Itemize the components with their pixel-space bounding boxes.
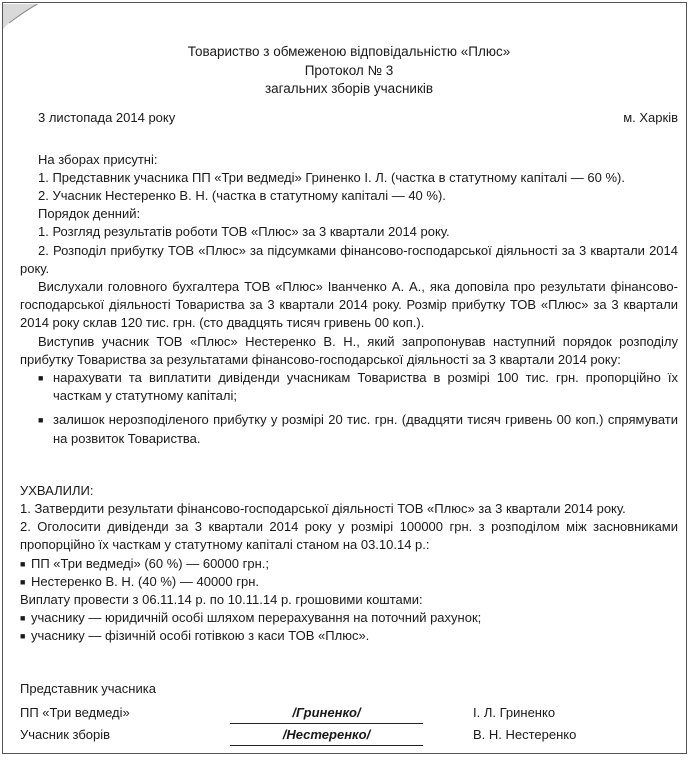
signature-row bbox=[20, 726, 678, 748]
share-text: ПП «Три ведмеді» (60 %) — 60000 грн.; bbox=[31, 555, 269, 571]
signer-name: І. Л. Гриненко bbox=[473, 704, 556, 720]
bullet-icon: ■ bbox=[20, 576, 26, 587]
payment-text: Виплату провести з 06.11.14 р. по 10.11.14 р. грошовими коштами: bbox=[20, 591, 423, 607]
speech-bullet-text: залишок нерозподіленого прибутку у розмірі 20 тис. грн. (двадцяти тисяч гривень 00 коп.) спрямувати на розвиток Товариства. bbox=[53, 412, 678, 446]
company-name: Товариство з обмеженою відповідальністю «Плюс» bbox=[187, 44, 511, 59]
signature-mark: /Гриненко/ bbox=[230, 704, 423, 724]
payment-method-text: учаснику — юридичній особі шляхом перерахування на поточний рахунок; bbox=[31, 610, 482, 626]
bullet-icon: ■ bbox=[38, 372, 44, 383]
protocol-city: м. Харків bbox=[623, 109, 678, 125]
speech-paragraph: Виступив учасник ТОВ «Плюс» Нестеренко В. Н., який запропонував наступний порядок розподілу прибутку Товариства за результатами фінансово-господарської діяльності за 3 квартали 2014 року: bbox=[20, 333, 678, 367]
list-item bbox=[20, 627, 678, 645]
present-item: 1. Представник учасника ПП «Три ведмеді» Гриненко І. Л. (частка в статутному капіталі — 60 %). bbox=[38, 169, 625, 185]
resolved-item: 2. Оголосити дивіденди за 3 квартали 2014 року у розмірі 100000 грн. з розподілом між засновниками пропорційно їх часткам у статутному капіталі станом на 03.10.14 р.: bbox=[20, 519, 678, 553]
resolved-title: УХВАЛИЛИ: bbox=[20, 482, 94, 498]
payment-method-text: учаснику — фізичній особі готівкою з каси ТОВ «Плюс». bbox=[31, 628, 370, 644]
page-curl-icon bbox=[3, 3, 39, 29]
signer-role: ПП «Три ведмеді» bbox=[20, 704, 130, 720]
list-item bbox=[20, 411, 678, 447]
agenda-item: 2. Розподіл прибутку ТОВ «Плюс» за підсумками фінансово-господарської діяльності за 3 квартали 2014 року. bbox=[20, 242, 678, 276]
bullet-icon: ■ bbox=[20, 558, 26, 569]
list-item bbox=[20, 369, 678, 405]
signature-row bbox=[20, 704, 678, 726]
bullet-icon: ■ bbox=[20, 631, 26, 642]
document-title: Протокол № 3 bbox=[304, 62, 394, 78]
bullet-icon: ■ bbox=[20, 613, 26, 624]
date-location-line bbox=[20, 109, 678, 127]
heard-paragraph: Вислухали головного бухгалтера ТОВ «Плюс» Іванченко А. А., яка доповіла про результати фінансово-господарської діяльності Товариства за 3 квартали 2014 року. Розмір прибутку ТОВ «Плюс» за 3 квартали 2014 року склав 120 тис. грн. (сто двадцять тисяч гривень 00 коп.). bbox=[20, 278, 678, 331]
bullet-icon: ■ bbox=[38, 415, 44, 426]
agenda-item: 1. Розгляд результатів роботи ТОВ «Плюс» за 3 квартали 2014 року. bbox=[38, 224, 450, 240]
present-item: 2. Учасник Нестеренко В. Н. (частка в статутному капіталі — 40 %). bbox=[38, 187, 446, 203]
protocol-date: 3 листопада 2014 року bbox=[38, 109, 176, 125]
resolved-item: 1. Затвердити результати фінансово-господарської діяльності ТОВ «Плюс» за 3 квартали 2014 року. bbox=[20, 500, 626, 516]
document-header bbox=[20, 43, 678, 99]
list-item bbox=[20, 609, 678, 627]
protocol-document bbox=[20, 43, 678, 764]
signatures-intro: Представник учасника bbox=[20, 680, 156, 696]
list-item bbox=[20, 555, 678, 573]
speech-bullet-text: нарахувати та виплатити дивіденди учасникам Товариства в розмірі 100 тис. грн. пропорційно їх часткам у статутному капіталі; bbox=[53, 369, 678, 404]
signer-role: Учасник зборів bbox=[20, 726, 111, 742]
signer-name: В. Н. Нестеренко bbox=[473, 726, 577, 742]
signature-block bbox=[20, 704, 678, 764]
share-text: Нестеренко В. Н. (40 %) — 40000 грн. bbox=[31, 573, 260, 589]
agenda-title: Порядок денний: bbox=[38, 206, 141, 222]
list-item bbox=[20, 573, 678, 591]
signature-mark: /Нестеренко/ bbox=[230, 726, 423, 746]
present-title: На зборах присутні: bbox=[38, 151, 158, 167]
document-subtitle: загальних зборів учасників bbox=[264, 81, 434, 96]
document-frame bbox=[2, 2, 687, 754]
